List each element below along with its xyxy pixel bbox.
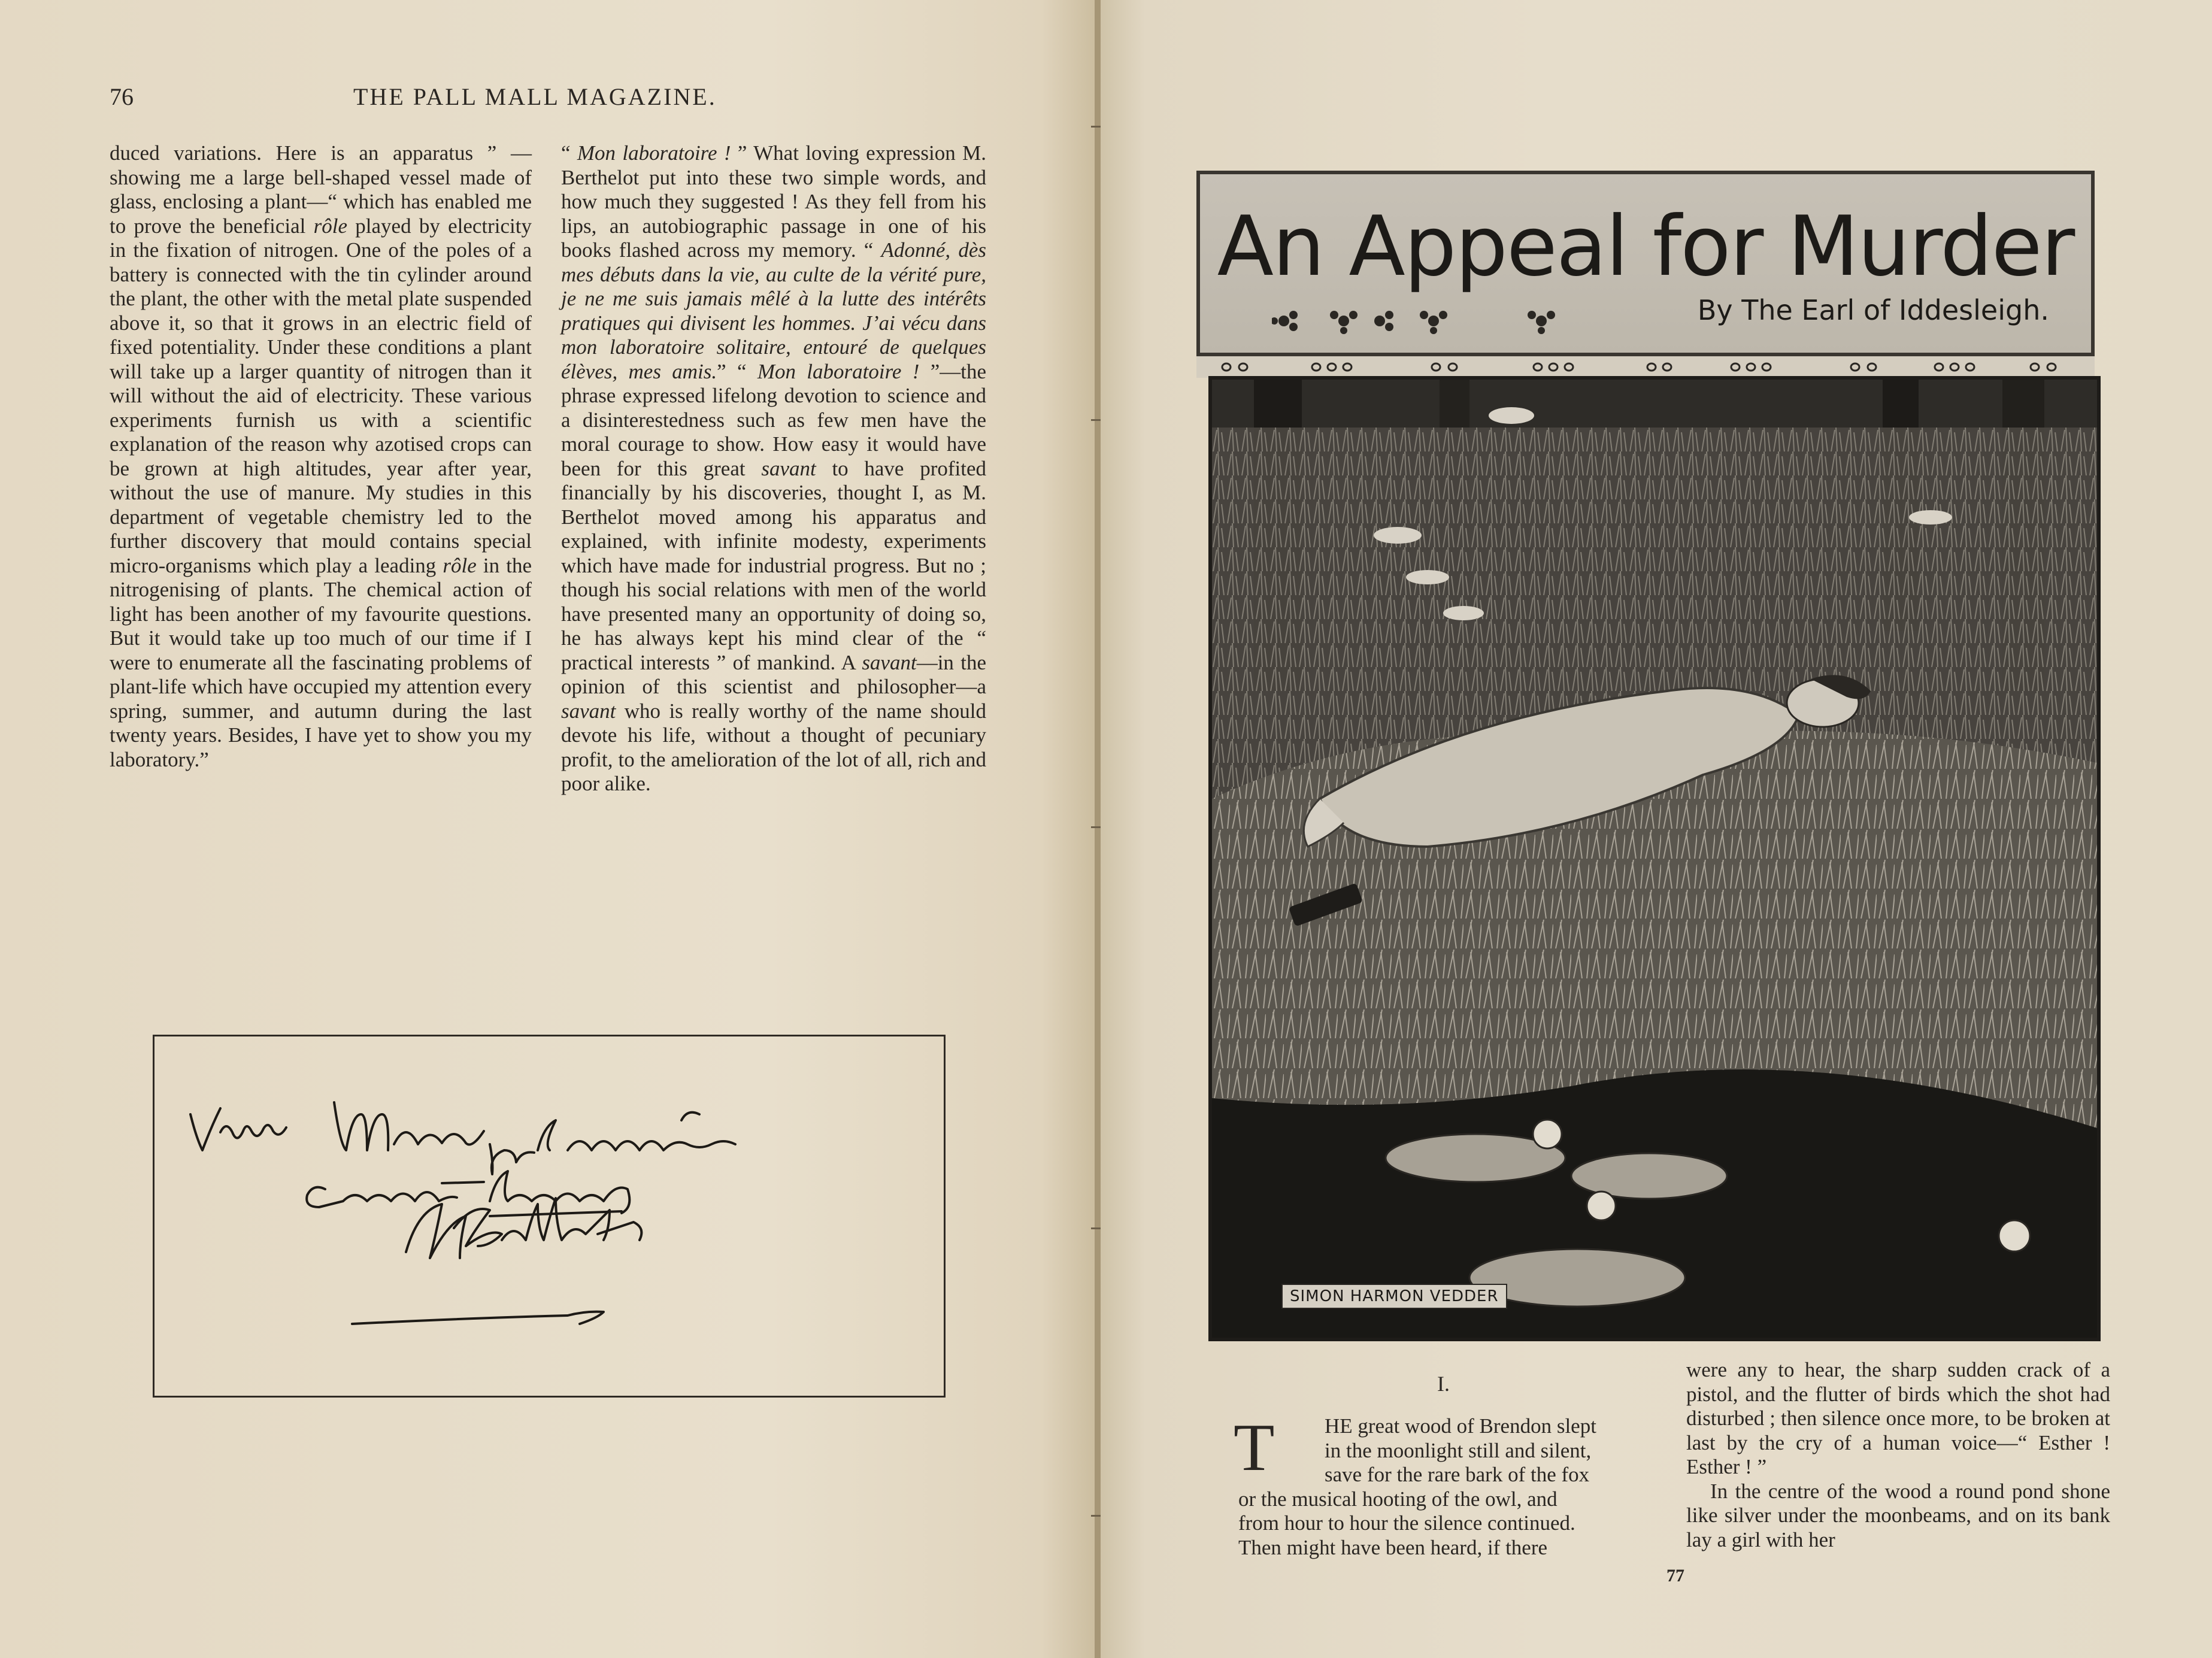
paragraph: In the centre of the wood a round pond shone like silver under the moonbeams, and on its bank lay a girl with her bbox=[1686, 1479, 2110, 1551]
page-number-left: 76 bbox=[110, 83, 134, 110]
text-run-italic: savant bbox=[862, 650, 917, 674]
dotted-border-band bbox=[1196, 356, 2095, 378]
left-page bbox=[0, 0, 1096, 1658]
text-run: played by electricity in the fixation of nitrogen. One of the poles of a battery is connected with the tin cylinder around the plant, the other with the metal plate suspended above it, so that it grows in an electric field of fixed potentiality. Under these conditions a plant will take up a larger quantity of nitrogen than it will without the aid of electricity. These various experiments furnish us with a scientific explanation of the reason why azotised crops can be grown at high altitudes, year after year, without the use of manure. My studies in this department of vegetable chemistry led to the further discovery that mould contains special micro-organisms which play a leading bbox=[110, 214, 532, 577]
running-head: THE PALL MALL MAGAZINE. bbox=[353, 83, 717, 110]
text-run-italic: Adonné, dès mes débuts dans la vie, au culte de la vérité pure, je ne me suis jamais mêlé à la lutte des intérêts pratiques qui divisent les hommes. J’ai vécu dans mon laboratoire solitaire, entouré de quelques élèves, mes amis. bbox=[561, 238, 986, 383]
text-run: who is really worthy of the name should devote his life, without a thought of pecuniary profit, to the amelioration of the lot of all, rich and poor alike. bbox=[561, 699, 986, 795]
text-run-italic: rôle bbox=[313, 214, 348, 238]
paragraph: were any to hear, the sharp sudden crack of a pistol, and the flutter of birds which the shot had disturbed ; then silence once more, to be broken at last by the cry of a human voice—“ Esther ! Esther ! ” bbox=[1686, 1358, 2110, 1478]
section-number: I. bbox=[1437, 1372, 1450, 1396]
text-run: duced variations. Here is an apparatus ” —showing me a large bell-shaped vessel made of glass, enclosing a plant—“ which has enabled me to prove the beneficial bbox=[110, 141, 532, 238]
page-number-right: 77 bbox=[1666, 1566, 1684, 1586]
story-illustration bbox=[1208, 376, 2101, 1341]
signature-facsimile bbox=[153, 1035, 946, 1398]
text-run: —in the opinion of this scientist and philosopher—a bbox=[561, 650, 986, 698]
drop-cap: T bbox=[1234, 1411, 1275, 1485]
illustrator-credit: SIMON HARMON VEDDER bbox=[1281, 1284, 1507, 1309]
text-run: ”—the phrase expressed lifelong devotion to science and a disinterestedness such as few men have the moral courage to show. How easy it would have been for this great bbox=[561, 359, 987, 480]
handwriting-signature-image bbox=[154, 1036, 944, 1396]
col-2-paragraph bbox=[561, 141, 986, 796]
illustration-girl-by-pond-image bbox=[1212, 380, 2097, 1338]
right-column-2 bbox=[1686, 1358, 2110, 1552]
col-1-paragraph bbox=[110, 141, 532, 772]
story-title: An Appeal for Murder bbox=[1217, 198, 2074, 295]
text-run-italic: rôle bbox=[443, 553, 477, 577]
byline: By The Earl of Iddesleigh. bbox=[1697, 294, 2049, 326]
text-run: ” “ bbox=[717, 359, 757, 383]
left-column-1 bbox=[110, 141, 532, 772]
left-column-2 bbox=[561, 141, 986, 796]
text-line: in the moonlight still and silent, bbox=[1325, 1438, 1592, 1462]
floral-ornament-icons bbox=[1272, 297, 1655, 345]
text-line: or the musical hooting of the owl, and bbox=[1238, 1487, 1558, 1511]
text-line: HE great wood of Brendon slept bbox=[1325, 1414, 1596, 1438]
text-run: to have profited financially by his discoveries, thought I, as M. Berthelot moved among his apparatus and explained, with infinite modesty, experiments which have made for industrial progress. But no ; though his social relations with men of the world have presented many an opportunity of doing so, he has always kept his mind clear of the “ practical interests ” of mankind. A bbox=[561, 456, 986, 674]
right-column-1 bbox=[1238, 1414, 1658, 1560]
text-run-italic: Mon laboratoire ! bbox=[577, 141, 731, 165]
text-line: from hour to hour the silence continued. bbox=[1238, 1511, 1575, 1535]
text-run: ” What loving expression M. Berthelot put into these two simple words, and how much they suggested ! As they fell from his lips, an autobiographic passage in one of his books flashed across my memory. “ bbox=[561, 141, 986, 262]
text-run: in the nitrogenising of plants. The chemical action of light has been another of my favourite questions. But it would take up too much of our time if I were to enumerate all the fascinating problems of plant-life which have occupied my attention every spring, summer, and autumn during the last twenty years. Besides, I have yet to show you my laboratory.” bbox=[110, 553, 532, 771]
text-run: “ bbox=[561, 141, 577, 165]
text-run-italic: savant bbox=[561, 699, 616, 723]
title-panel bbox=[1196, 171, 2095, 356]
text-run-italic: savant bbox=[761, 456, 816, 480]
text-line: save for the rare bark of the fox bbox=[1325, 1463, 1590, 1486]
text-run-italic: Mon laboratoire ! bbox=[757, 359, 920, 383]
text-line: Then might have been heard, if there bbox=[1238, 1535, 1548, 1559]
